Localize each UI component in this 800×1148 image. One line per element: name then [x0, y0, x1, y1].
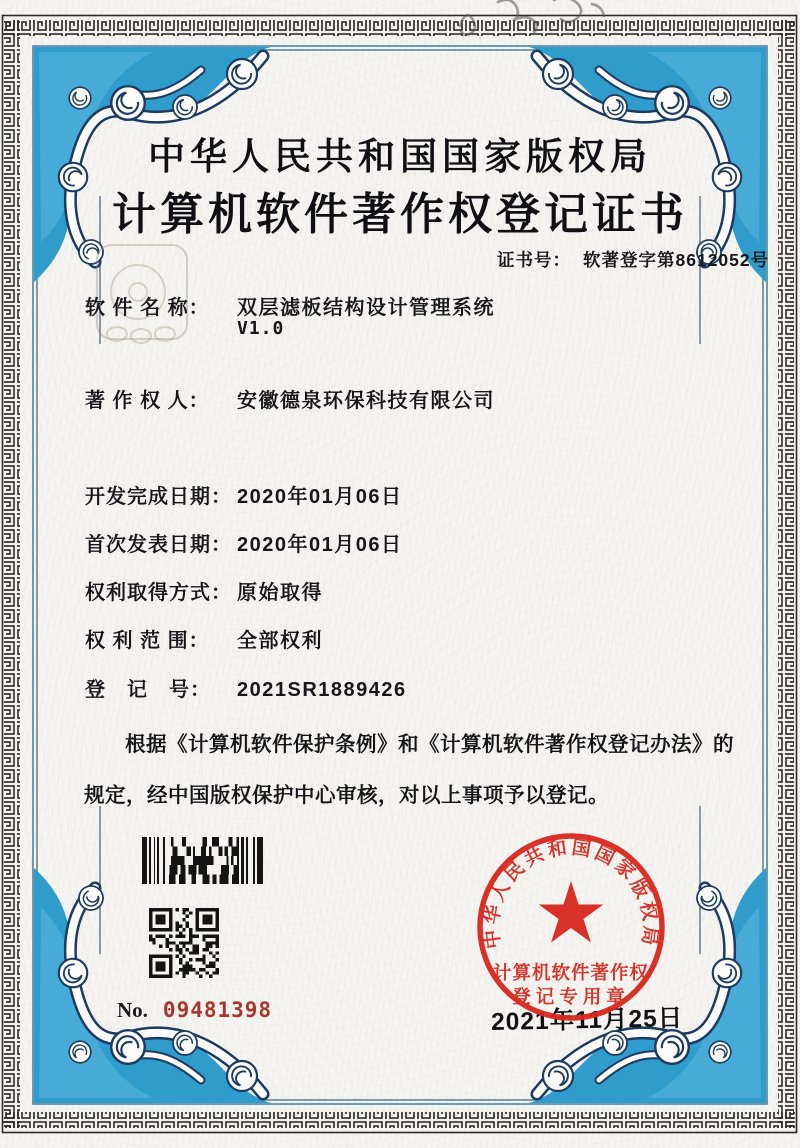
field-label: 软 件 名 称： [85, 297, 210, 319]
registration-statement: 根据《计算机软件保护条例》和《计算机软件著作权登记办法》的规定，经中国版权保护中心审核，对以上事项予以登记。 [84, 734, 734, 807]
certificate-title: 计算机软件著作权登记证书 [112, 190, 688, 239]
issue-date: 2021年11月25日 [490, 1004, 684, 1037]
field-value: 全部权利 [237, 630, 323, 652]
field-row-right-scope [85, 624, 323, 653]
serial-prefix: No. [117, 998, 148, 1022]
field-row-copyright-owner [85, 384, 495, 413]
field-label: 登 记 号： [85, 679, 211, 701]
certificate-number [497, 247, 769, 272]
seal-line1: 计算机软件著作权 [492, 962, 650, 983]
field-label: 首次发表日期： [85, 534, 232, 556]
field-row-right-acquisition [85, 576, 323, 605]
field-value: 安徽德泉环保科技有限公司 [237, 390, 495, 412]
field-row-first-publish-date [85, 528, 402, 557]
seal-line2: 登记专用章 [512, 986, 630, 1007]
field-value: 原始取得 [237, 582, 323, 604]
field-value: 2021SR1889426 [237, 679, 407, 701]
barcode-icon [142, 837, 266, 884]
field-row-registration-no [85, 673, 407, 702]
field-label: 权利取得方式： [85, 582, 232, 604]
authority-title: 中华人民共和国国家版权局 [148, 137, 652, 178]
seal-ring-textpath: 中华人民共和国国家版权局 [481, 837, 661, 950]
serial-number [117, 998, 272, 1023]
field-row-software-name [85, 291, 495, 320]
field-value: 双层滤板结构设计管理系统 [237, 297, 495, 319]
field-row-dev-complete-date [85, 480, 402, 509]
red-star-icon [539, 881, 604, 943]
field-value: 2020年01月06日 [237, 486, 403, 508]
field-value: 2020年01月06日 [237, 534, 403, 556]
software-version: V1.0 [237, 318, 285, 339]
field-label: 开发完成日期： [85, 486, 232, 508]
certificate-number-value: 软著登字第8612052号 [583, 250, 770, 270]
serial-digits: 09481398 [162, 998, 273, 1022]
certificate-number-label: 证书号： [497, 250, 571, 270]
official-seal [465, 821, 677, 1033]
field-label: 著 作 权 人： [85, 390, 210, 412]
field-label: 权 利 范 围： [85, 630, 210, 652]
qr-code-icon [149, 908, 219, 978]
